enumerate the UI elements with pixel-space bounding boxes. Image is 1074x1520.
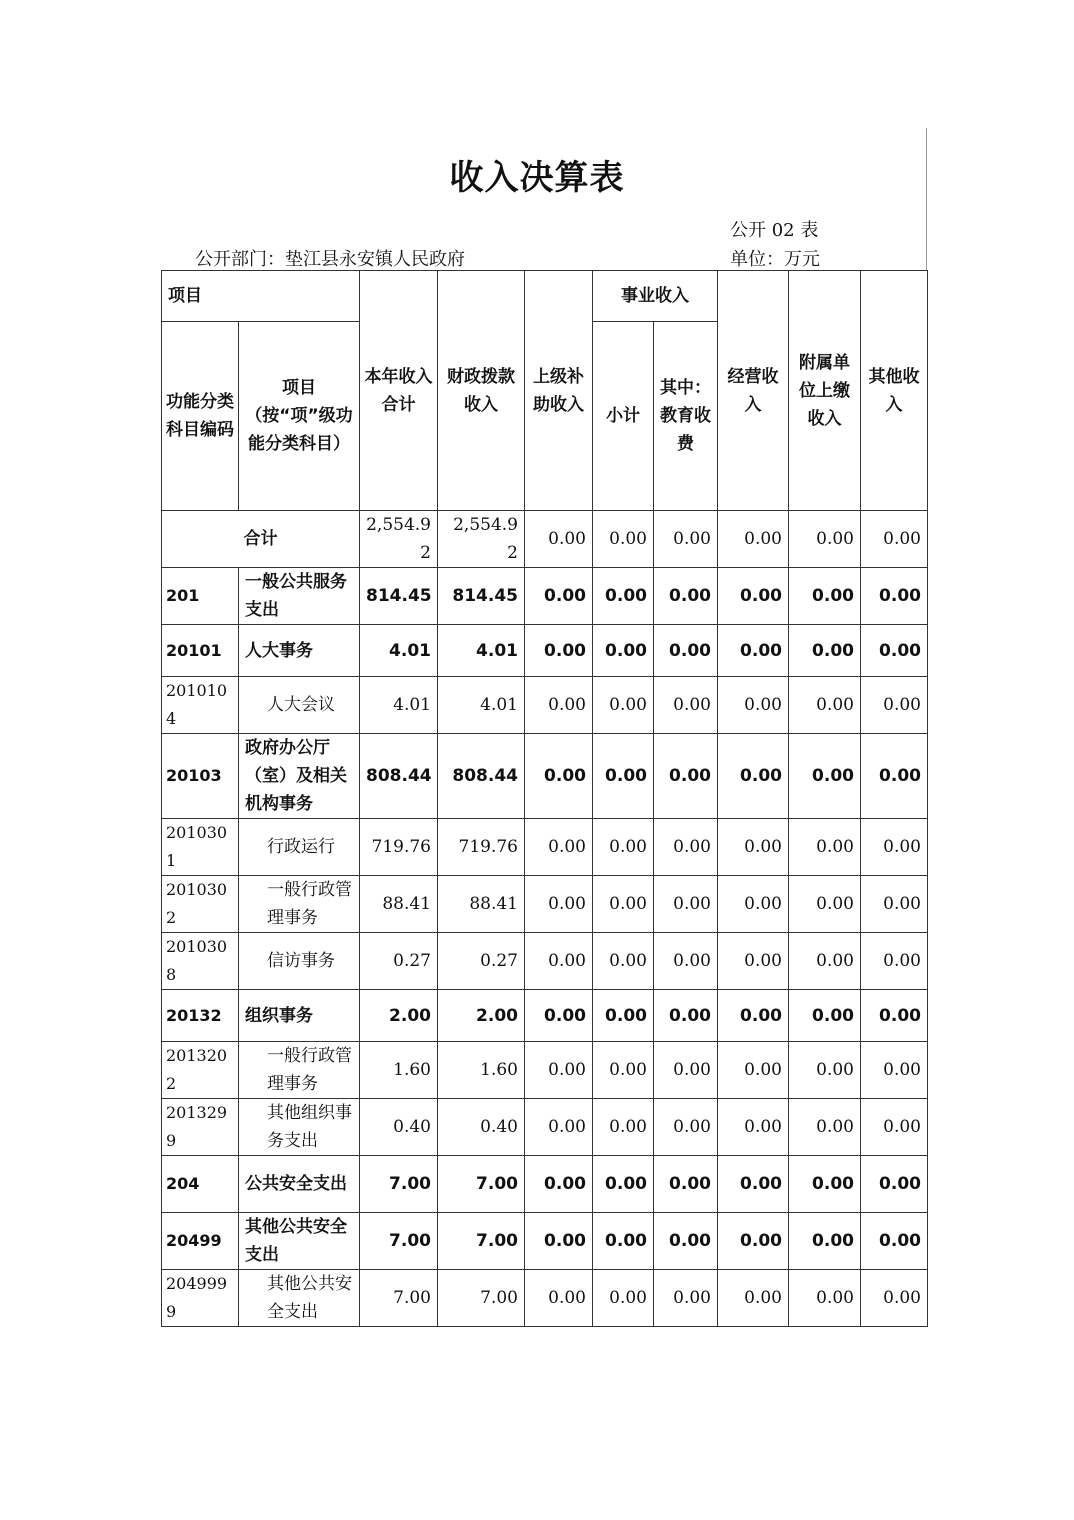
func-code-cell: 20103 [162, 734, 239, 819]
value-cell: 0.00 [525, 568, 593, 625]
item-name-cell: 其他公共安全支出 [239, 1270, 360, 1327]
value-cell: 0.00 [525, 625, 593, 677]
value-cell: 0.00 [861, 1042, 928, 1099]
func-code-cell: 201 [162, 568, 239, 625]
form-number: 公开 02 表 [730, 220, 819, 241]
value-cell: 0.00 [654, 568, 718, 625]
header-func-code: 功能分类科目编码 [162, 322, 239, 511]
value-cell: 0.00 [654, 1213, 718, 1270]
func-code-cell: 204 [162, 1156, 239, 1213]
total-label: 合计 [162, 511, 360, 568]
table-row [162, 734, 928, 819]
value-cell: 0.00 [654, 1270, 718, 1327]
value-cell: 0.00 [654, 819, 718, 876]
value-cell: 0.00 [789, 1156, 861, 1213]
header-total-income: 本年收入合计 [360, 271, 438, 511]
header-business-income: 事业收入 [593, 271, 718, 322]
table-row [162, 990, 928, 1042]
value-cell: 0.00 [789, 625, 861, 677]
value-cell: 0.00 [861, 734, 928, 819]
value-cell: 0.00 [789, 933, 861, 990]
total-row [162, 511, 928, 568]
func-code-cell: 2010302 [162, 876, 239, 933]
header-fiscal-allocation: 财政拨款收入 [438, 271, 525, 511]
value-cell: 0.00 [789, 1270, 861, 1327]
value-cell: 7.00 [360, 1270, 438, 1327]
value-cell: 4.01 [360, 677, 438, 734]
value-cell: 0.40 [360, 1099, 438, 1156]
value-cell: 0.00 [861, 1270, 928, 1327]
header-affiliated-turnover: 附属单位上缴收入 [789, 271, 861, 511]
value-cell: 808.44 [438, 734, 525, 819]
table-row [162, 1213, 928, 1270]
value-cell: 0.00 [718, 876, 789, 933]
value-cell: 0.00 [861, 990, 928, 1042]
value-cell: 0.00 [593, 819, 654, 876]
value-cell: 0.00 [718, 819, 789, 876]
func-code-cell: 2013202 [162, 1042, 239, 1099]
value-cell: 0.00 [593, 1156, 654, 1213]
item-name-cell: 一般行政管理事务 [239, 876, 360, 933]
header-operating-income: 经营收入 [718, 271, 789, 511]
value-cell: 4.01 [438, 625, 525, 677]
value-cell: 0.00 [861, 625, 928, 677]
value-cell: 7.00 [438, 1213, 525, 1270]
value-cell: 2.00 [360, 990, 438, 1042]
value-cell: 0.00 [525, 1156, 593, 1213]
value-cell: 719.76 [438, 819, 525, 876]
header-item-name: 项目（按“项”级功能分类科目） [239, 322, 360, 511]
value-cell: 0.00 [789, 876, 861, 933]
value-cell: 0.00 [718, 1156, 789, 1213]
value-cell: 88.41 [438, 876, 525, 933]
value-cell: 0.00 [718, 1099, 789, 1156]
func-code-cell: 20132 [162, 990, 239, 1042]
item-name-cell: 人大会议 [239, 677, 360, 734]
total-value: 2,554.92 [360, 511, 438, 568]
value-cell: 0.00 [654, 1156, 718, 1213]
value-cell: 0.00 [525, 1099, 593, 1156]
func-code-cell: 2049999 [162, 1270, 239, 1327]
func-code-cell: 2010301 [162, 819, 239, 876]
value-cell: 0.00 [593, 933, 654, 990]
value-cell: 1.60 [360, 1042, 438, 1099]
total-value: 0.00 [789, 511, 861, 568]
value-cell: 0.40 [438, 1099, 525, 1156]
value-cell: 0.00 [525, 933, 593, 990]
value-cell: 0.00 [718, 1213, 789, 1270]
value-cell: 0.00 [593, 734, 654, 819]
value-cell: 0.00 [861, 568, 928, 625]
total-value: 0.00 [525, 511, 593, 568]
department-label: 公开部门：垫江县永安镇人民政府 [195, 249, 465, 270]
value-cell: 0.00 [654, 625, 718, 677]
value-cell: 0.00 [654, 933, 718, 990]
table-row [162, 1270, 928, 1327]
item-name-cell: 一般行政管理事务 [239, 1042, 360, 1099]
value-cell: 0.00 [861, 876, 928, 933]
value-cell: 0.00 [593, 625, 654, 677]
header-edu-fee: 其中：教育收费 [654, 322, 718, 511]
func-code-cell: 20101 [162, 625, 239, 677]
value-cell: 814.45 [360, 568, 438, 625]
value-cell: 0.00 [525, 819, 593, 876]
item-name-cell: 人大事务 [239, 625, 360, 677]
table-row [162, 933, 928, 990]
table-row [162, 1156, 928, 1213]
value-cell: 719.76 [360, 819, 438, 876]
value-cell: 0.00 [718, 933, 789, 990]
value-cell: 0.00 [718, 734, 789, 819]
value-cell: 0.00 [789, 1042, 861, 1099]
value-cell: 0.00 [789, 568, 861, 625]
value-cell: 0.00 [789, 677, 861, 734]
value-cell: 0.00 [593, 1099, 654, 1156]
value-cell: 4.01 [438, 677, 525, 734]
header-project: 项目 [162, 271, 360, 322]
table-row [162, 568, 928, 625]
header-subtotal: 小计 [593, 322, 654, 511]
func-code-cell: 20499 [162, 1213, 239, 1270]
item-name-cell: 其他组织事务支出 [239, 1099, 360, 1156]
value-cell: 0.00 [718, 1042, 789, 1099]
value-cell: 0.00 [654, 677, 718, 734]
value-cell: 0.00 [525, 677, 593, 734]
value-cell: 0.00 [525, 1270, 593, 1327]
value-cell: 0.00 [593, 1213, 654, 1270]
value-cell: 0.00 [861, 933, 928, 990]
value-cell: 814.45 [438, 568, 525, 625]
value-cell: 0.00 [789, 1213, 861, 1270]
item-name-cell: 信访事务 [239, 933, 360, 990]
value-cell: 0.00 [861, 1213, 928, 1270]
item-name-cell: 政府办公厅（室）及相关机构事务 [239, 734, 360, 819]
table-row [162, 1099, 928, 1156]
total-value: 0.00 [593, 511, 654, 568]
value-cell: 0.00 [525, 1213, 593, 1270]
value-cell: 1.60 [438, 1042, 525, 1099]
value-cell: 7.00 [360, 1213, 438, 1270]
total-value: 0.00 [718, 511, 789, 568]
value-cell: 0.00 [861, 819, 928, 876]
value-cell: 0.00 [593, 568, 654, 625]
value-cell: 4.01 [360, 625, 438, 677]
value-cell: 0.00 [654, 990, 718, 1042]
value-cell: 0.00 [789, 734, 861, 819]
value-cell: 0.00 [718, 625, 789, 677]
func-code-cell: 2013299 [162, 1099, 239, 1156]
value-cell: 0.00 [654, 734, 718, 819]
value-cell: 0.00 [525, 876, 593, 933]
value-cell: 7.00 [438, 1270, 525, 1327]
value-cell: 0.00 [718, 677, 789, 734]
table-row [162, 1042, 928, 1099]
value-cell: 0.00 [861, 1099, 928, 1156]
value-cell: 0.27 [438, 933, 525, 990]
table-row [162, 819, 928, 876]
income-statement-table [161, 270, 928, 1327]
value-cell: 0.00 [789, 990, 861, 1042]
total-value: 0.00 [654, 511, 718, 568]
value-cell: 0.00 [525, 734, 593, 819]
table-row [162, 677, 928, 734]
item-name-cell: 其他公共安全支出 [239, 1213, 360, 1270]
func-code-cell: 2010308 [162, 933, 239, 990]
value-cell: 0.00 [861, 1156, 928, 1213]
value-cell: 7.00 [360, 1156, 438, 1213]
header-other-income: 其他收入 [861, 271, 928, 511]
value-cell: 0.00 [861, 677, 928, 734]
value-cell: 0.00 [654, 1042, 718, 1099]
value-cell: 0.00 [718, 990, 789, 1042]
item-name-cell: 一般公共服务支出 [239, 568, 360, 625]
value-cell: 0.00 [789, 819, 861, 876]
page-title: 收入决算表 [449, 158, 625, 198]
value-cell: 0.00 [789, 1099, 861, 1156]
value-cell: 0.27 [360, 933, 438, 990]
value-cell: 0.00 [718, 1270, 789, 1327]
value-cell: 0.00 [525, 990, 593, 1042]
total-value: 2,554.92 [438, 511, 525, 568]
header-superior-subsidy: 上级补助收入 [525, 271, 593, 511]
table-row [162, 876, 928, 933]
value-cell: 0.00 [654, 876, 718, 933]
value-cell: 7.00 [438, 1156, 525, 1213]
value-cell: 808.44 [360, 734, 438, 819]
value-cell: 0.00 [654, 1099, 718, 1156]
item-name-cell: 行政运行 [239, 819, 360, 876]
total-value: 0.00 [861, 511, 928, 568]
item-name-cell: 组织事务 [239, 990, 360, 1042]
value-cell: 88.41 [360, 876, 438, 933]
value-cell: 0.00 [593, 1042, 654, 1099]
func-code-cell: 2010104 [162, 677, 239, 734]
value-cell: 0.00 [718, 568, 789, 625]
item-name-cell: 公共安全支出 [239, 1156, 360, 1213]
table-row [162, 625, 928, 677]
value-cell: 0.00 [593, 876, 654, 933]
value-cell: 0.00 [593, 990, 654, 1042]
value-cell: 0.00 [593, 677, 654, 734]
value-cell: 2.00 [438, 990, 525, 1042]
unit-label: 单位：万元 [730, 249, 820, 270]
value-cell: 0.00 [593, 1270, 654, 1327]
value-cell: 0.00 [525, 1042, 593, 1099]
